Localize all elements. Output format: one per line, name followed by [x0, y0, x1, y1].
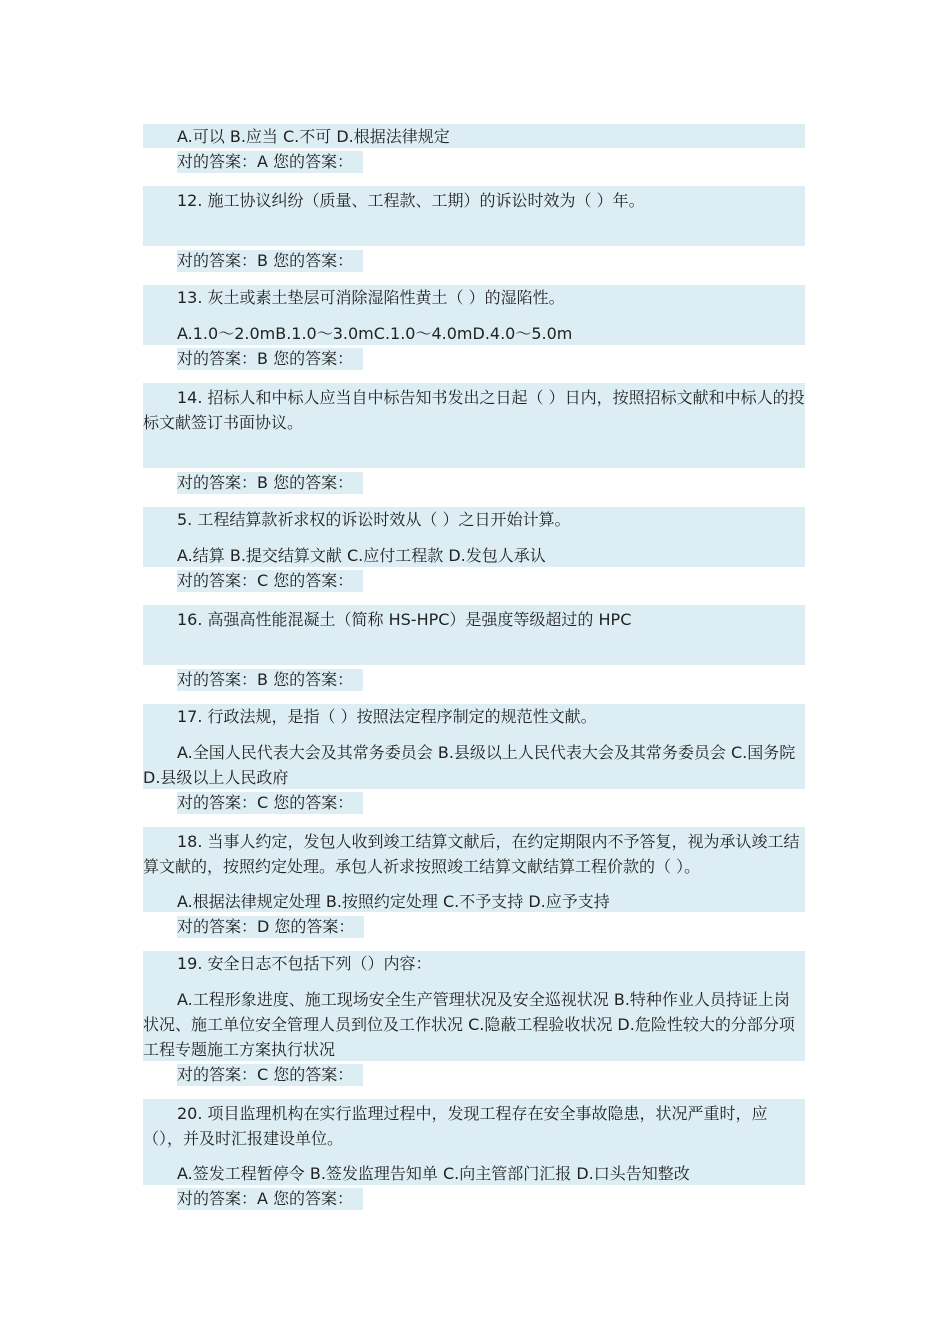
question-block — [143, 1099, 805, 1185]
answer-line: 对的答案：B 您的答案： — [177, 669, 363, 691]
answer-line: 对的答案：C 您的答案： — [177, 1064, 363, 1086]
question-block — [143, 704, 805, 789]
question-block — [143, 951, 805, 1061]
question-options: A.工程形象进度、施工现场安全生产管理状况及安全巡视状况 B.特种作业人员持证上岗状况、施工单位安全管理人员到位及工作状况 C.隐蔽工程验收状况 D.危险性较大的分部分项工程专题施工方案执行状况 — [143, 990, 795, 1059]
question-text: 13. 灰土或素土垫层可消除湿陷性黄土（ ）的湿陷性。 — [177, 288, 565, 307]
question-text: 14. 招标人和中标人应当自中标告知书发出之日起（ ）日内，按照招标文献和中标人的投标文献签订书面协议。 — [143, 388, 805, 432]
answer-line: 对的答案：D 您的答案： — [177, 916, 364, 938]
answer-line: 对的答案：B 您的答案： — [177, 250, 363, 272]
question-options: A.可以 B.应当 C.不可 D.根据法律规定 — [177, 127, 450, 146]
question-block — [143, 605, 805, 665]
question-options: A.1.0～2.0mB.1.0～3.0mC.1.0～4.0mD.4.0～5.0m — [177, 324, 573, 343]
question-text: 5. 工程结算款祈求权的诉讼时效从（ ）之日开始计算。 — [177, 510, 571, 529]
question-block — [143, 507, 805, 567]
answer-line: 对的答案：A 您的答案： — [177, 1188, 363, 1210]
question-block — [143, 285, 805, 345]
answer-line: 对的答案：C 您的答案： — [177, 792, 363, 814]
question-block — [143, 383, 805, 468]
question-options: A.结算 B.提交结算文献 C.应付工程款 D.发包人承认 — [177, 546, 546, 565]
question-options: A.根据法律规定处理 B.按照约定处理 C.不予支持 D.应予支持 — [177, 892, 610, 911]
question-options: A.签发工程暂停令 B.签发监理告知单 C.向主管部门汇报 D.口头告知整改 — [177, 1164, 690, 1183]
question-text: 16. 高强高性能混凝土（简称 HS-HPC）是强度等级超过的 HPC — [177, 610, 632, 629]
answer-line: 对的答案：C 您的答案： — [177, 570, 363, 592]
answer-line: 对的答案：B 您的答案： — [177, 348, 363, 370]
question-text: 17. 行政法规，是指（ ）按照法定程序制定的规范性文献。 — [177, 707, 597, 726]
question-block — [143, 124, 805, 148]
question-text: 20. 项目监理机构在实行监理过程中，发现工程存在安全事故隐患，状况严重时，应（），并及时汇报建设单位。 — [143, 1104, 768, 1148]
answer-line: 对的答案：A 您的答案： — [177, 151, 363, 173]
question-block — [143, 186, 805, 246]
question-block — [143, 827, 805, 912]
question-text: 12. 施工协议纠纷（质量、工程款、工期）的诉讼时效为（ ）年。 — [177, 191, 645, 210]
question-text: 18. 当事人约定，发包人收到竣工结算文献后，在约定期限内不予答复，视为承认竣工结算文献的，按照约定处理。承包人祈求按照竣工结算文献结算工程价款的（ ）。 — [143, 832, 800, 876]
answer-line: 对的答案：B 您的答案： — [177, 472, 363, 494]
question-text: 19. 安全日志不包括下列（）内容： — [177, 954, 432, 973]
question-options: A.全国人民代表大会及其常务委员会 B.县级以上人民代表大会及其常务委员会 C.国务院 D.县级以上人民政府 — [143, 743, 796, 787]
